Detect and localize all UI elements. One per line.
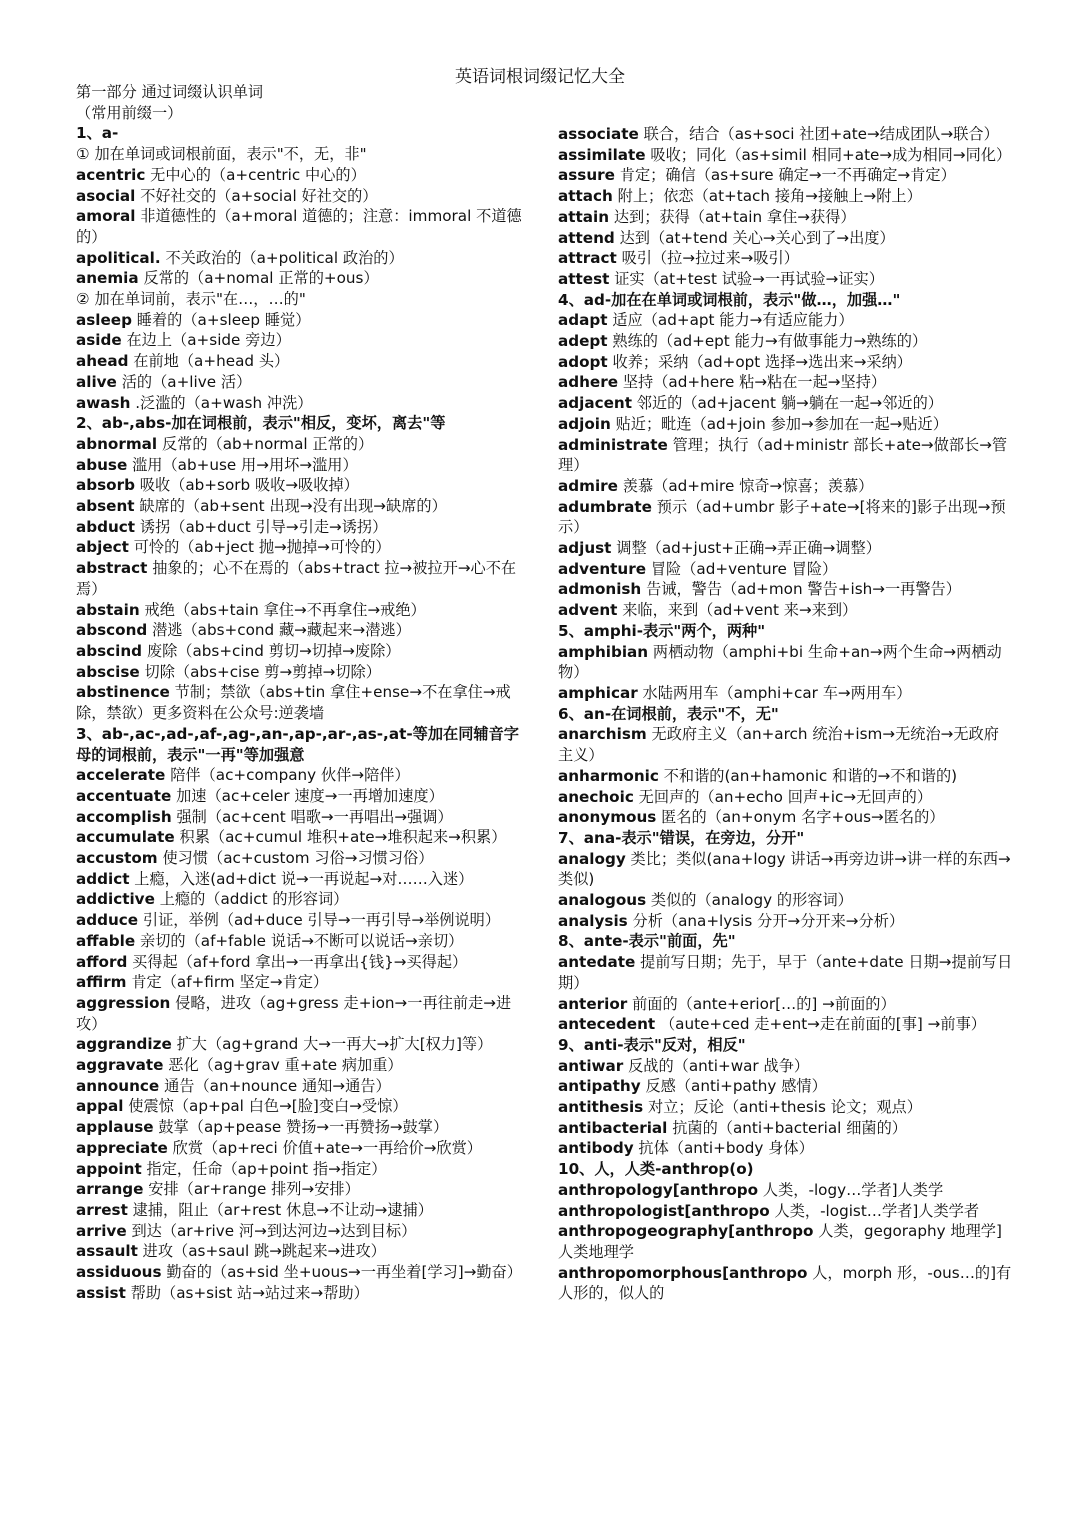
vocab-entry <box>76 869 531 890</box>
entry-word: administrate <box>558 435 668 454</box>
entry-definition: 人类，-logist…学者]人类学者 <box>769 1201 980 1220</box>
entry-word: abscise <box>76 662 140 681</box>
vocab-entry <box>558 766 1013 787</box>
entry-word: anarchism <box>558 725 647 744</box>
entry-word: accelerate <box>76 766 166 785</box>
entry-word: associate <box>558 125 639 143</box>
entry-definition: 诱拐（ab+duct 引导→引走→诱拐） <box>135 517 388 536</box>
entry-word: attain <box>558 207 610 226</box>
entry-word: apolitical. <box>76 248 161 267</box>
entry-definition: 两栖动物（amphi+bi 生命+an→两个生命→两栖动物） <box>558 642 1002 682</box>
entry-word: abscond <box>76 621 148 640</box>
vocab-entry <box>558 911 1013 932</box>
entry-definition: 达到；获得（at+tain 拿住→获得） <box>609 207 856 226</box>
entry-word: assist <box>76 1283 126 1302</box>
entry-definition: 抽象的；心不在焉的（abs+tract 拉→被拉开→心不在焉） <box>76 559 517 598</box>
entry-definition: 强制（ac+cent 唱歌→一再唱出→强调） <box>171 807 453 826</box>
vocab-entry <box>558 1076 1013 1097</box>
vocab-entry <box>558 787 1013 808</box>
entry-definition: 指定，任命（ap+point 指→指定） <box>141 1159 387 1178</box>
entry-definition: 吸引（拉→拉过来→吸引） <box>616 249 799 268</box>
vocab-entry <box>558 600 1013 621</box>
entry-definition: 调整（ad+just+正确→弄正确→调整） <box>611 539 881 558</box>
vocab-entry <box>558 994 1013 1015</box>
entry-definition: 匿名的（an+onym 名字+ous→匿名的） <box>656 808 945 827</box>
vocab-entry <box>76 496 531 517</box>
vocab-entry <box>76 1096 531 1117</box>
vocab-entry <box>76 1055 531 1076</box>
entry-definition: 人类，gegoraphy 地理学]人类地理学 <box>558 1222 1002 1261</box>
entry-word: anthropogeography[anthropo <box>558 1222 814 1241</box>
entry-definition: 废除（abs+cind 剪切→切掉→废除） <box>142 641 401 660</box>
entry-definition: 不和谐的(an+hamonic 和谐的→不和谐的) <box>658 766 958 785</box>
prefix-heading: 9、anti-表示"反对，相反" <box>558 1035 746 1054</box>
vocab-entry <box>76 455 531 476</box>
entry-definition: 引证，举例（ad+duce 引导→一再引导→举例说明） <box>138 911 501 930</box>
entry-word: adapt <box>558 311 608 330</box>
vocab-entry <box>76 993 531 1034</box>
entry-word: abnormal <box>76 434 158 453</box>
entry-definition: 抗体（anti+body 身体） <box>633 1139 814 1158</box>
entry-definition: 提前写日期；先于，早于（ante+date 日期→提前写日期） <box>558 953 1013 992</box>
entry-word: abuse <box>76 455 128 474</box>
entry-definition: 到达（ar+rive 河→到达河边→达到目标） <box>126 1221 417 1240</box>
entry-definition: 买得起（af+ford 拿出→一再拿出{钱}→买得起） <box>127 952 468 971</box>
entry-definition: 羡慕（ad+mire 惊奇→惊喜；羡慕） <box>617 476 874 495</box>
entry-definition: 欣赏（ap+reci 价值+ate→一再给价→欣赏） <box>167 1138 482 1157</box>
entry-definition: 潜逃（abs+cond 藏→藏起来→潜逃） <box>147 621 411 640</box>
vocab-entry <box>558 269 1013 290</box>
entry-word: appoint <box>76 1159 142 1178</box>
entry-word: adumbrate <box>558 497 652 516</box>
entry-definition: 吸收；同化（as+simil 相同+ate→成为相同→同化） <box>645 145 1012 164</box>
vocab-entry <box>558 642 1013 683</box>
prefix-heading: 4、ad-加在在单词或词根前，表示"做…，加强…" <box>558 290 901 309</box>
entry-definition: 上瘾，入迷(ad+dict 说→一再说起→对……入迷） <box>129 869 474 888</box>
left-column <box>76 82 531 1303</box>
entry-definition: 达到（at+tend 关心→关心到了→出度） <box>614 228 895 247</box>
entry-definition: 来临，来到（ad+vent 来→来到） <box>617 601 858 620</box>
entry-word: analysis <box>558 911 628 930</box>
vocab-entry <box>558 579 1013 600</box>
section-heading: （常用前缀一） <box>76 103 183 122</box>
entry-word: announce <box>76 1076 160 1095</box>
entry-definition: 告诫，警告（ad+mon 警告+ish→一再警告） <box>641 580 961 599</box>
vocab-entry <box>558 1097 1013 1118</box>
entry-word: acentric <box>76 165 146 184</box>
entry-definition: 肯定；确信（as+sure 确定→一不再确定→肯定） <box>614 166 956 185</box>
vocab-entry <box>558 186 1013 207</box>
vocab-entry <box>76 1138 531 1159</box>
entry-definition: 通告（an+nounce 通知→通告） <box>159 1076 391 1095</box>
vocab-entry <box>76 952 531 973</box>
entry-definition: 管理；执行（ad+ministr 部长+ate→做部长→管理） <box>558 435 1008 475</box>
vocab-entry <box>76 620 531 641</box>
vocab-entry <box>558 849 1013 890</box>
section-heading: ① 加在单词或词根前面，表示"不，无，非" <box>76 145 367 164</box>
vocab-entry <box>76 310 531 331</box>
entry-word: assimilate <box>558 145 646 164</box>
vocab-entry <box>558 952 1013 993</box>
entry-word: antecedent <box>558 1015 656 1034</box>
vocab-entry <box>558 393 1013 414</box>
vocab-entry <box>76 972 531 993</box>
entry-definition: 使震惊（ap+pal 白色→[脸]变白→受惊） <box>123 1097 408 1116</box>
vocab-entry <box>558 1014 1013 1035</box>
vocab-entry <box>76 1076 531 1097</box>
entry-word: accumulate <box>76 828 175 847</box>
entry-word: advent <box>558 601 618 620</box>
entry-definition: 邻近的（ad+jacent 躺→躺在一起→邻近的） <box>631 394 943 413</box>
entry-word: anthropologist[anthropo <box>558 1201 770 1220</box>
vocab-entry <box>558 807 1013 828</box>
entry-word: ahead <box>76 352 129 371</box>
vocab-entry <box>76 248 531 269</box>
entry-definition: 节制；禁欲（abs+tin 拿住+ense→不在拿住→戒除，禁欲）更多资料在公众号:逆袭墙 <box>76 683 511 723</box>
entry-word: aside <box>76 331 122 350</box>
entry-word: amoral <box>76 207 136 226</box>
vocab-entry <box>76 600 531 621</box>
vocab-entry <box>76 807 531 828</box>
entry-definition: 附上；依恋（at+tach 接角→接触上→附上） <box>612 187 922 206</box>
entry-word: aggravate <box>76 1056 164 1075</box>
entry-definition: 反战的（anti+war 战争） <box>623 1056 810 1075</box>
entry-word: accentuate <box>76 786 172 805</box>
entry-definition: 安排（ar+range 排列→安排） <box>143 1180 360 1199</box>
entry-definition: 吸收（ab+sorb 吸收→吸收掉） <box>134 476 359 495</box>
entry-word: anemia <box>76 269 139 288</box>
vocab-entry <box>558 352 1013 373</box>
entry-definition: 上瘾的（addict 的形容词） <box>154 890 349 909</box>
prefix-heading: 8、ante-表示"前面，先" <box>558 932 736 951</box>
vocab-entry <box>76 330 531 351</box>
entry-definition: 侵略，进攻（ag+gress 走+ion→一再往前走→进攻） <box>76 993 512 1033</box>
entry-word: assault <box>76 1242 138 1261</box>
entry-definition: 无政府主义（an+arch 统治+ism→无统治→无政府主义） <box>558 725 999 765</box>
vocab-entry <box>558 228 1013 249</box>
vocab-entry <box>76 393 531 414</box>
entry-definition: 无回声的（an+echo 回声+ic→无回声的） <box>633 787 933 806</box>
entry-word: applause <box>76 1118 154 1137</box>
entry-word: attend <box>558 228 615 247</box>
entry-definition: 贴近；毗连（ad+join 参加→参加在一起→贴近） <box>610 414 948 433</box>
entry-definition: 恶化（ag+grav 重+ate 病加重） <box>163 1056 403 1075</box>
entry-definition: 切除（abs+cise 剪→剪掉→切除） <box>139 662 381 681</box>
vocab-entry <box>558 724 1013 765</box>
vocab-entry <box>558 538 1013 559</box>
vocab-entry <box>558 1118 1013 1139</box>
vocab-entry <box>76 351 531 372</box>
entry-word: arrest <box>76 1200 128 1219</box>
entry-definition: 逮捕，阻止（ar+rest 休息→不让动→逮捕） <box>127 1200 433 1219</box>
entry-definition: 在前地（a+head 头） <box>128 352 290 371</box>
entry-definition: 非道德性的（a+moral 道德的；注意：immoral 不道德的） <box>76 207 522 246</box>
vocab-entry <box>558 497 1013 538</box>
entry-word: attract <box>558 249 617 268</box>
entry-word: antipathy <box>558 1077 641 1096</box>
vocab-entry <box>558 1201 1013 1222</box>
vocab-entry <box>76 537 531 558</box>
entry-word: attest <box>558 269 610 288</box>
entry-word: analogous <box>558 891 647 910</box>
vocab-entry <box>76 1283 531 1304</box>
entry-definition: 使习惯（ac+custom 习俗→习惯习俗） <box>157 849 434 868</box>
entry-definition: 前面的（ante+erior[…的] →前面的） <box>627 994 896 1013</box>
prefix-heading: 10、人，人类-anthrop(o) <box>558 1160 754 1179</box>
entry-definition: 进攻（as+saul 跳→跳起来→进攻） <box>137 1242 386 1261</box>
prefix-heading: 7、ana-表示"错误，在旁边，分开" <box>558 828 805 847</box>
entry-word: antiwar <box>558 1056 624 1075</box>
entry-word: amphibian <box>558 642 649 661</box>
entry-definition: 在边上（a+side 旁边） <box>121 331 291 350</box>
entry-word: adjust <box>558 539 612 558</box>
entry-word: analogy <box>558 849 626 868</box>
entry-definition: 水陆两用车（amphi+car 车→两用车） <box>637 683 912 702</box>
entry-word: assiduous <box>76 1263 162 1282</box>
vocab-entry <box>76 1200 531 1221</box>
entry-word: absorb <box>76 476 135 495</box>
entry-definition: 反感（anti+pathy 感情） <box>640 1077 827 1096</box>
entry-definition: 滥用（ab+use 用→用坏→滥用） <box>127 455 358 474</box>
entry-word: antibacterial <box>558 1118 668 1137</box>
entry-definition: 证实（at+test 试验→一再试验→证实） <box>609 269 884 288</box>
prefix-heading: 5、amphi-表示"两个，两种" <box>558 621 766 640</box>
vocab-entry <box>76 558 531 599</box>
vocab-entry <box>558 331 1013 352</box>
vocab-entry <box>558 683 1013 704</box>
prefix-heading: 3、ab-,ac-,ad-,af-,ag-,an-,ap-,ar-,as-,at-等加在同辅音字母的词根前，表示"一再"等加强意 <box>76 724 519 764</box>
entry-definition: 加速（ac+celer 速度→一再增加速度） <box>171 786 444 805</box>
entry-word: afford <box>76 952 128 971</box>
vocab-entry <box>558 372 1013 393</box>
vocab-entry <box>76 1159 531 1180</box>
vocab-entry <box>76 1034 531 1055</box>
entry-definition: （aute+ced 走+ent→走在前面的[事] →前事） <box>655 1015 986 1034</box>
entry-word: abstinence <box>76 683 170 702</box>
vocab-entry <box>76 1262 531 1283</box>
entry-definition: 陪伴（ac+company 伙伴→陪伴） <box>165 766 410 785</box>
entry-word: antedate <box>558 953 636 972</box>
vocab-entry <box>558 435 1013 476</box>
vocab-entry <box>558 1221 1013 1262</box>
entry-definition: 反常的（ab+normal 正常的） <box>157 434 374 453</box>
entry-definition: 坚持（ad+here 粘→粘在一起→坚持） <box>618 373 887 392</box>
entry-word: adjoin <box>558 414 611 433</box>
entry-definition: 抗菌的（anti+bacterial 细菌的） <box>667 1118 907 1137</box>
entry-word: aggression <box>76 993 171 1012</box>
vocab-entry <box>76 186 531 207</box>
vocab-entry <box>76 786 531 807</box>
prefix-heading: 2、ab-,abs-加在词根前，表示"相反，变坏，离去"等 <box>76 414 446 433</box>
entry-word: adventure <box>558 559 646 578</box>
entry-word: asleep <box>76 310 132 329</box>
entry-word: abduct <box>76 517 136 536</box>
entry-word: antibody <box>558 1139 634 1158</box>
entry-definition: 亲切的（af+fable 说话→不断可以说话→亲切） <box>135 931 464 950</box>
entry-word: arrive <box>76 1221 127 1240</box>
section-heading: 第一部分 通过词缀认识单词 <box>76 83 264 101</box>
vocab-entry <box>558 145 1013 166</box>
entry-word: adopt <box>558 352 608 371</box>
entry-word: adduce <box>76 911 139 930</box>
entry-word: alive <box>76 372 117 391</box>
entry-definition: 扩大（ag+grand 大→一再大→扩大[权力]等） <box>171 1035 493 1054</box>
vocab-entry <box>558 414 1013 435</box>
vocab-entry <box>76 1221 531 1242</box>
entry-word: anonymous <box>558 808 657 827</box>
entry-definition: 适应（ad+apt 能力→有适应能力） <box>607 311 854 330</box>
vocab-entry <box>76 910 531 931</box>
vocab-entry <box>76 931 531 952</box>
vocab-entry <box>76 889 531 910</box>
entry-definition: 人类，-logy…学者]人类学 <box>758 1180 944 1199</box>
entry-word: abstract <box>76 559 148 578</box>
vocab-entry <box>558 165 1013 186</box>
entry-word: adhere <box>558 373 619 392</box>
vocab-entry <box>76 682 531 723</box>
vocab-entry <box>76 641 531 662</box>
entry-definition: 积累（ac+cumul 堆积+ate→堆积起来→积累） <box>174 828 507 847</box>
entry-word: adept <box>558 332 608 351</box>
entry-word: aggrandize <box>76 1035 172 1054</box>
entry-definition: 睡着的（a+sleep 睡觉） <box>131 310 311 329</box>
entry-word: amphicar <box>558 683 638 702</box>
vocab-entry <box>558 890 1013 911</box>
entry-word: absent <box>76 497 135 516</box>
entry-word: adjacent <box>558 394 632 413</box>
vocab-entry <box>558 248 1013 269</box>
entry-word: accomplish <box>76 807 172 826</box>
entry-word: addict <box>76 869 130 888</box>
entry-definition: 对立；反论（anti+thesis 论文；观点） <box>643 1098 922 1117</box>
entry-word: asocial <box>76 186 136 205</box>
vocab-entry <box>76 372 531 393</box>
vocab-entry <box>558 1056 1013 1077</box>
entry-word: anthropology[anthropo <box>558 1180 759 1199</box>
entry-definition: 可怜的（ab+ject 抛→抛掉→可怜的） <box>128 538 391 557</box>
page-title: 英语词根词缀记忆大全 <box>455 67 625 87</box>
entry-word: antithesis <box>558 1098 644 1117</box>
entry-word: abject <box>76 538 129 557</box>
entry-word: accustom <box>76 849 158 868</box>
entry-definition: 活的（a+live 活） <box>116 372 252 391</box>
entry-definition: 反常的（a+nomal 正常的+ous） <box>138 269 379 288</box>
vocab-entry <box>76 848 531 869</box>
vocab-entry <box>76 517 531 538</box>
entry-word: affable <box>76 931 136 950</box>
prefix-heading: 1、a- <box>76 124 119 143</box>
entry-definition: 收养；采纳（ad+opt 选择→选出来→采纳） <box>607 352 912 371</box>
entry-definition: 类似的（analogy 的形容词） <box>646 891 853 910</box>
vocab-entry <box>558 476 1013 497</box>
entry-word: admire <box>558 476 618 495</box>
entry-definition: 分析（ana+lysis 分开→分开来→分析） <box>627 911 905 930</box>
entry-definition: 缺席的（ab+sent 出现→没有出现→缺席的） <box>134 497 447 516</box>
entry-word: awash <box>76 393 131 412</box>
entry-definition: 无中心的（a+centric 中心的） <box>145 165 366 184</box>
entry-word: arrange <box>76 1180 144 1199</box>
entry-definition: 戒绝（abs+tain 拿住→不再拿住→戒绝） <box>139 600 426 619</box>
entry-word: attach <box>558 187 613 206</box>
entry-definition: 类比；类似(ana+logy 讲话→再旁边讲→讲一样的东西→类似) <box>558 849 1011 889</box>
entry-word: affirm <box>76 973 127 992</box>
entry-word: admonish <box>558 580 642 599</box>
entry-word: abscind <box>76 641 143 660</box>
entry-word: anthropomorphous[anthropo <box>558 1263 808 1282</box>
entry-word: appal <box>76 1097 124 1116</box>
entry-definition: 鼓掌（ap+pease 赞扬→一再赞扬→鼓掌） <box>153 1118 449 1137</box>
entry-definition: 联合，结合（as+soci 社团+ate→结成团队→联合） <box>638 125 999 143</box>
vocab-entry <box>76 765 531 786</box>
vocab-entry <box>76 1117 531 1138</box>
vocab-entry <box>558 1263 1013 1304</box>
entry-definition: 肯定（af+firm 坚定→肯定） <box>126 973 329 992</box>
vocab-entry <box>76 268 531 289</box>
prefix-heading: 6、an-在词根前，表示"不，无" <box>558 704 779 723</box>
entry-definition: 帮助（as+sist 站→站过来→帮助） <box>125 1283 369 1302</box>
vocab-entry <box>558 1138 1013 1159</box>
entry-word: assure <box>558 166 615 185</box>
vocab-entry <box>76 165 531 186</box>
vocab-entry <box>558 1180 1013 1201</box>
section-heading: ② 加在单词前，表示"在…，…的" <box>76 290 306 309</box>
entry-definition: 不好社交的（a+social 好社交的） <box>135 186 378 205</box>
vocab-entry <box>558 559 1013 580</box>
entry-definition: .泛滥的（a+wash 冲洗） <box>130 393 313 412</box>
vocab-entry <box>76 827 531 848</box>
entry-definition: 勤奋的（as+sid 坐+uous→一再坐着[学习]→勤奋） <box>161 1263 522 1282</box>
entry-definition: 预示（ad+umbr 影子+ate→[将来的]影子出现→预示） <box>558 497 1006 537</box>
entry-definition: 人，morph 形，-ous…的]有人形的，似人的 <box>558 1263 1012 1303</box>
vocab-entry <box>558 310 1013 331</box>
vocab-entry <box>76 206 531 247</box>
vocab-entry <box>76 475 531 496</box>
entry-word: appreciate <box>76 1138 168 1157</box>
entry-word: abstain <box>76 600 140 619</box>
entry-word: anterior <box>558 994 628 1013</box>
vocab-entry <box>76 662 531 683</box>
vocab-entry <box>76 434 531 455</box>
vocab-entry <box>76 1241 531 1262</box>
vocab-entry <box>558 207 1013 228</box>
entry-definition: 冒险（ad+venture 冒险） <box>646 559 838 578</box>
entry-definition: 不关政治的（a+political 政治的） <box>160 248 404 267</box>
entry-word: addictive <box>76 890 155 909</box>
entry-word: anechoic <box>558 787 634 806</box>
vocab-entry <box>76 1179 531 1200</box>
entry-definition: 熟练的（ad+ept 能力→有做事能力→熟练的） <box>607 332 928 351</box>
entry-word: anharmonic <box>558 766 659 785</box>
vocab-entry <box>558 124 1013 145</box>
right-column <box>558 124 1013 1304</box>
